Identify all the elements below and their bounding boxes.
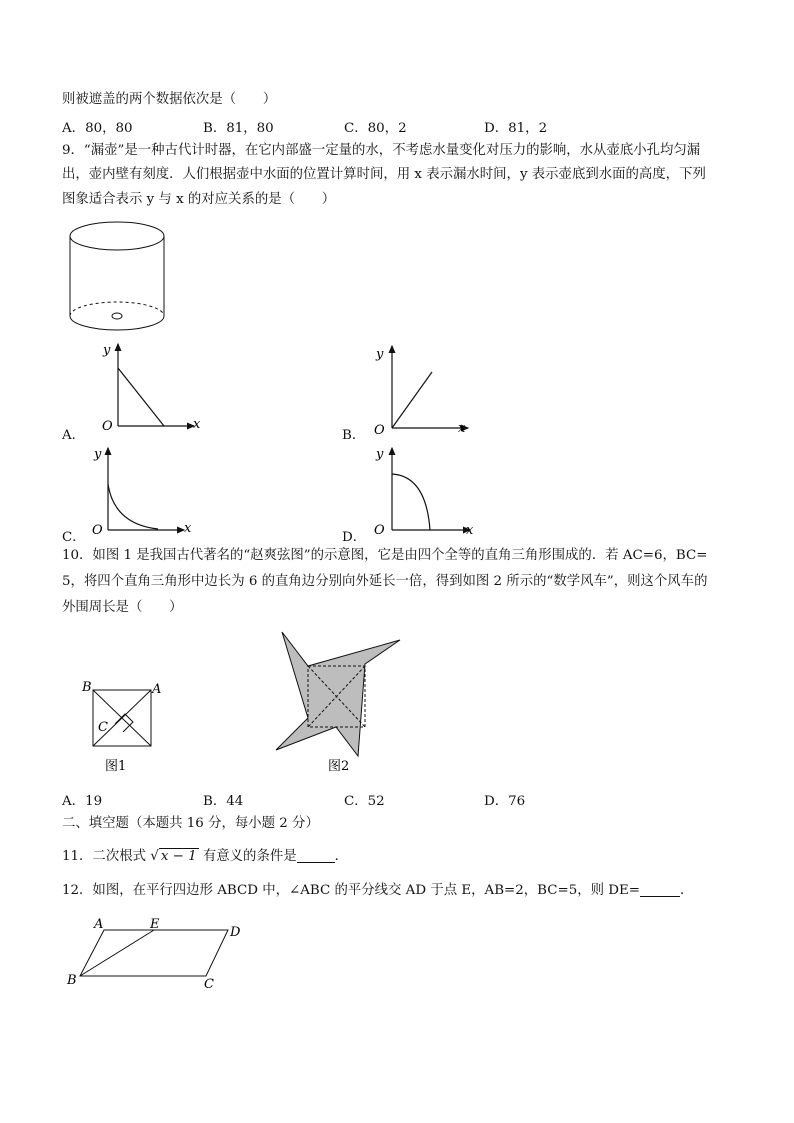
q10-option-a[interactable]: A．19 (62, 794, 103, 809)
graph-c-x-label: x (184, 521, 192, 536)
graph-d-x-label: x (466, 523, 474, 538)
graph-b (370, 342, 480, 437)
graph-a-x-label: x (193, 417, 201, 432)
q9-option-d[interactable]: D． (342, 530, 367, 545)
figure-2-windmill (272, 632, 404, 774)
graph-c-origin: O (92, 523, 103, 538)
q11-prefix: 11．二次根式 (62, 849, 146, 864)
q10-line3: 外围周长是（ ） (62, 600, 183, 615)
q10-line2: 5，将四个直角三角形中边长为 6 的直角边分别向外延长一倍，得到如图 2 所示的“数学风车”，则这个风车的 (62, 574, 708, 589)
graph-d (370, 444, 480, 539)
q12: 12．如图，在平行四边形 ABCD 中，∠ABC 的平分线交 AD 于点 E，AB=2，BC=5，则 DE= ． (62, 883, 694, 898)
q12-point-e: E (150, 917, 160, 932)
fig2-caption: 图2 (328, 759, 350, 774)
q9-line3: 图象适合表示 y 与 x 的对应关系的是（ ） (62, 192, 336, 207)
q10-line1: 10．如图 1 是我国古代著名的“赵爽弦图”的示意图，它是由四个全等的直角三角形围成的．若 AC=6，BC= (62, 548, 708, 563)
graph-a (96, 340, 206, 435)
q9-option-a[interactable]: A． (62, 428, 86, 443)
graph-d-curve (392, 474, 430, 530)
graph-d-origin: O (374, 523, 385, 538)
q8-option-b[interactable]: B．81，80 (203, 121, 274, 136)
water-clock-cylinder (66, 220, 172, 332)
q9-line2: 出，壶内壁有刻度．人们根据壶中水面的位置计算时间，用 x 表示漏水时间，y 表示壶底到水面的高度，下列 (62, 167, 706, 182)
graph-b-y-label: y (376, 347, 384, 362)
q12-point-d: D (230, 925, 241, 940)
q12-point-a: A (94, 917, 104, 932)
q11-radicand: x − 1 (160, 849, 197, 864)
fig1-point-c: C (98, 720, 108, 735)
q8-option-d[interactable]: D．81，2 (484, 121, 548, 136)
graph-a-line (118, 368, 164, 426)
q9-option-b[interactable]: B． (342, 428, 366, 443)
graph-d-y-label: y (376, 447, 384, 462)
fig1-point-a: A (152, 682, 162, 697)
q9-line1: 9．“漏壶”是一种古代计时器，在它内部盛一定量的水，不考虑水量变化对压力的影响，水从壶底小孔均匀漏 (62, 143, 701, 158)
q11-answer-blank[interactable] (297, 848, 335, 863)
graph-a-y-label: y (103, 343, 111, 358)
q8-option-c[interactable]: C．80，2 (344, 121, 407, 136)
fig1-point-b: B (82, 680, 92, 695)
fig1-caption: 图1 (105, 759, 127, 774)
figure-1-zhao-shuang (78, 676, 170, 776)
sqrt-expression: √ x − 1 (150, 849, 197, 864)
graph-c-curve (108, 484, 158, 529)
q8-option-a[interactable]: A．80，80 (62, 121, 133, 136)
q10-option-d[interactable]: D．76 (484, 794, 526, 809)
graph-b-origin: O (374, 423, 385, 438)
section-2-title: 二、填空题（本题共 16 分，每小题 2 分） (62, 816, 319, 831)
q12-point-b: B (67, 973, 77, 988)
q11-suffix: 有意义的条件是 (202, 849, 297, 864)
q12-text: 12．如图，在平行四边形 ABCD 中，∠ABC 的平分线交 AD 于点 E，AB=2，BC=5，则 DE= (62, 883, 641, 898)
graph-b-line (392, 372, 432, 428)
q10-option-b[interactable]: B．44 (203, 794, 244, 809)
q8-tail: 则被遮盖的两个数据依次是（ ） (62, 92, 277, 107)
graph-b-x-label: x (458, 421, 466, 436)
q9-option-c[interactable]: C． (62, 530, 86, 545)
q11: 11．二次根式 √ x − 1 有意义的条件是 ． (62, 849, 349, 864)
graph-a-origin: O (102, 419, 113, 434)
graph-c-y-label: y (94, 447, 102, 462)
graph-c (88, 444, 198, 539)
q12-answer-blank[interactable] (640, 882, 680, 897)
q12-point-c: C (204, 977, 214, 992)
q10-option-c[interactable]: C．52 (344, 794, 385, 809)
parallelogram-abcd (64, 914, 254, 990)
